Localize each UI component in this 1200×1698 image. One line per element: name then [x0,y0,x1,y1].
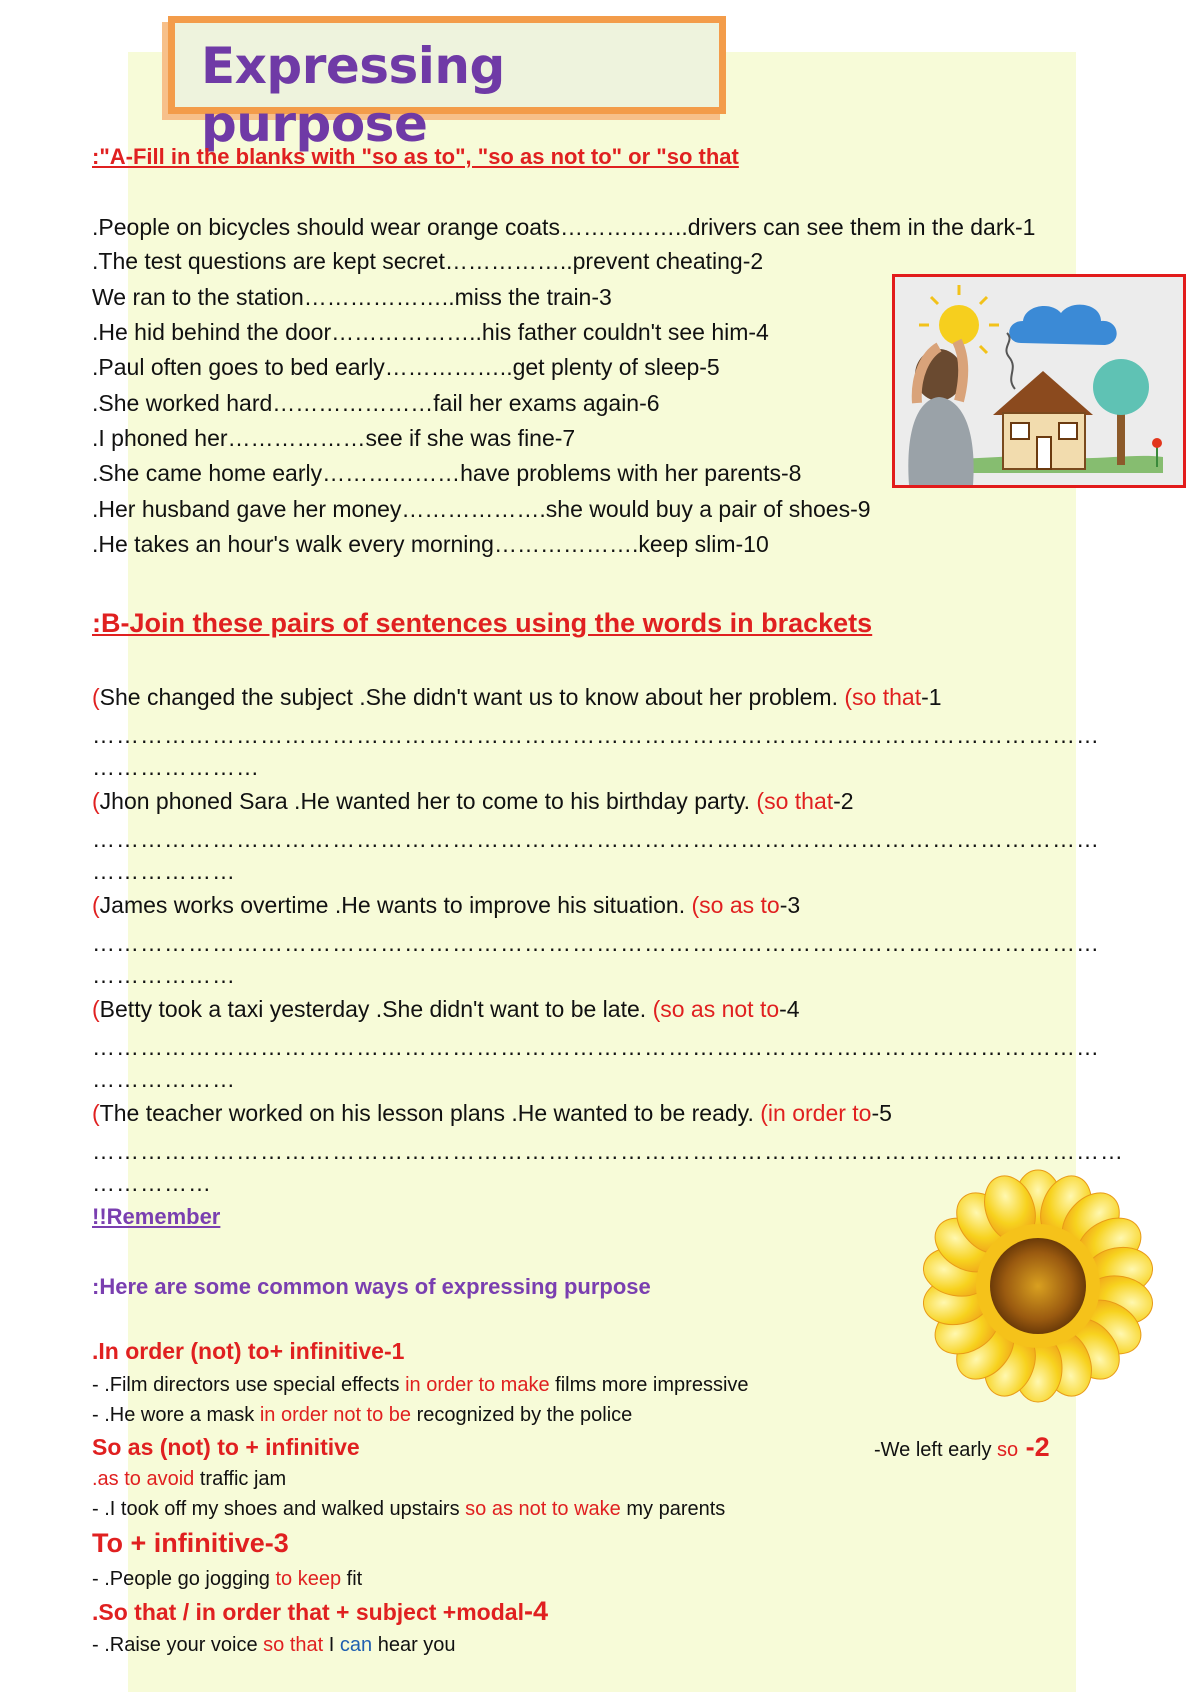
exercise-b-item-1 [92,682,942,712]
remember-intro: :Here are some common ways of expressing purpose [92,1274,651,1299]
rule-4-text: .So that / in order that + subject +modal [92,1599,524,1625]
sentence: She changed the subject .She didn't want us to know about her problem. [99,684,845,710]
rule-2-example-right [874,1432,1050,1465]
item-number: -2 [833,788,854,814]
rule-3-number: -3 [264,1528,289,1558]
rule-1-example-a [92,1370,749,1400]
keyword: (so that [844,684,922,710]
exercise-a-item-3: We ran to the station………………..miss the train-3 [92,284,612,310]
remember-label: !!Remember [92,1204,221,1229]
highlight: so as not to wake [465,1498,621,1520]
exercise-b-item-2 [92,786,854,816]
rule-4-example [92,1630,456,1660]
answer-line-1b[interactable]: ………………… [92,754,260,780]
keyword: (so that [756,788,834,814]
answer-line-1a[interactable]: ……………………………………………………………………………………………………………… [92,722,1100,748]
highlight: can [339,1634,373,1656]
sentence: Jhon phoned Sara .He wanted her to come to his birthday party. [99,788,757,814]
title-box [168,16,726,153]
open-bracket: ( [92,1100,100,1126]
rule-1-heading: .In order (not) to+ infinitive-1 [92,1338,405,1364]
answer-line-3a[interactable]: ……………………………………………………………………………………………………………… [92,930,1100,956]
highlight: to keep [275,1568,342,1590]
exercise-a-item-5: .Paul often goes to bed early……………..get plenty of sleep-5 [92,354,720,380]
example-text: I [323,1634,340,1656]
rule-2-example-b [92,1494,725,1524]
highlight: so [997,1439,1019,1461]
answer-line-2a[interactable]: ……………………………………………………………………………………………………………… [92,826,1100,852]
open-bracket: ( [92,788,100,814]
section-b-heading: :B-Join these pairs of sentences using the words in brackets [92,608,873,638]
open-bracket: ( [92,892,100,918]
rule-4-number: -4 [523,1596,548,1626]
exercise-a-item-4: .He hid behind the door………………..his father couldn't see him-4 [92,319,769,345]
rule-3-heading [92,1528,289,1558]
open-bracket: ( [92,996,100,1022]
exercise-b-item-3 [92,890,800,920]
exercise-b-item-5 [92,1098,892,1128]
item-number: -5 [871,1100,892,1126]
answer-line-3b[interactable]: ……………… [92,962,236,988]
example-text: fit [341,1568,363,1590]
rule-2-number: -2 [1018,1432,1050,1462]
example-text: hear you [372,1634,456,1656]
section-a-heading: :"A-Fill in the blanks with "so as to", "so as not to" or "so that [92,144,739,169]
item-number: -1 [921,684,942,710]
answer-line-5b[interactable]: …………… [92,1170,212,1196]
highlight: so that [263,1634,324,1656]
example-text: recognized by the police [411,1404,633,1426]
example-text: - .People go jogging [92,1568,276,1590]
sunflower-icon [920,1168,1156,1404]
example-text: - .Film directors use special effects [92,1374,406,1396]
open-bracket: ( [92,684,100,710]
example-text: traffic jam [194,1468,287,1490]
sentence: The teacher worked on his lesson plans .He wanted to be ready. [99,1100,761,1126]
sentence: Betty took a taxi yesterday .She didn't want to be late. [99,996,653,1022]
rule-4-heading [92,1596,548,1627]
page-title: Expressing purpose [201,37,505,153]
example-text: - .I took off my shoes and walked upstairs [92,1498,466,1520]
example-text: my parents [620,1498,726,1520]
item-number: -3 [779,892,801,918]
keyword: (so as to [691,892,780,918]
highlight: in order not to be [259,1404,412,1426]
keyword: (so as not to [652,996,780,1022]
answer-line-4b[interactable]: ……………… [92,1066,236,1092]
exercise-a-item-6: .She worked hard…………………fail her exams again-6 [92,390,660,416]
example-text: films more impressive [549,1374,749,1396]
rule-1-example-b [92,1400,632,1430]
highlight: .as to avoid [92,1468,195,1490]
example-text: - .Raise your voice [92,1634,264,1656]
keyword: (in order to [760,1100,872,1126]
exercise-a-item-1: .People on bicycles should wear orange coats……………..drivers can see them in the dark-1 [92,214,1036,240]
example-text: - .He wore a mask [92,1404,260,1426]
rule-2-heading: So as (not) to + infinitive [92,1434,360,1460]
child-drawing-image [892,274,1186,488]
exercise-a-item-10: .He takes an hour's walk every morning……………….keep slim-10 [92,531,769,557]
sentence: James works overtime .He wants to improve his situation. [99,892,692,918]
exercise-a-item-7: .I phoned her………………see if she was fine-7 [92,425,576,451]
exercise-a-item-2: .The test questions are kept secret……………..prevent cheating-2 [92,248,764,274]
exercise-a-item-8: .She came home early………………have problems with her parents-8 [92,460,802,486]
item-number: -4 [779,996,800,1022]
rule-3-text: To + infinitive [92,1528,265,1558]
rule-2-example-a [92,1464,286,1494]
answer-line-2b[interactable]: ……………… [92,858,236,884]
rule-3-example [92,1564,362,1594]
example-text: -We left early [874,1439,997,1461]
highlight: in order to make [405,1374,550,1396]
answer-line-5a[interactable]: ………………………………………………………………………………………………………………… [92,1138,1124,1164]
exercise-b-item-4 [92,994,800,1024]
answer-line-4a[interactable]: ……………………………………………………………………………………………………………… [92,1034,1100,1060]
exercise-a-item-9: .Her husband gave her money……………….she would buy a pair of shoes-9 [92,496,871,522]
